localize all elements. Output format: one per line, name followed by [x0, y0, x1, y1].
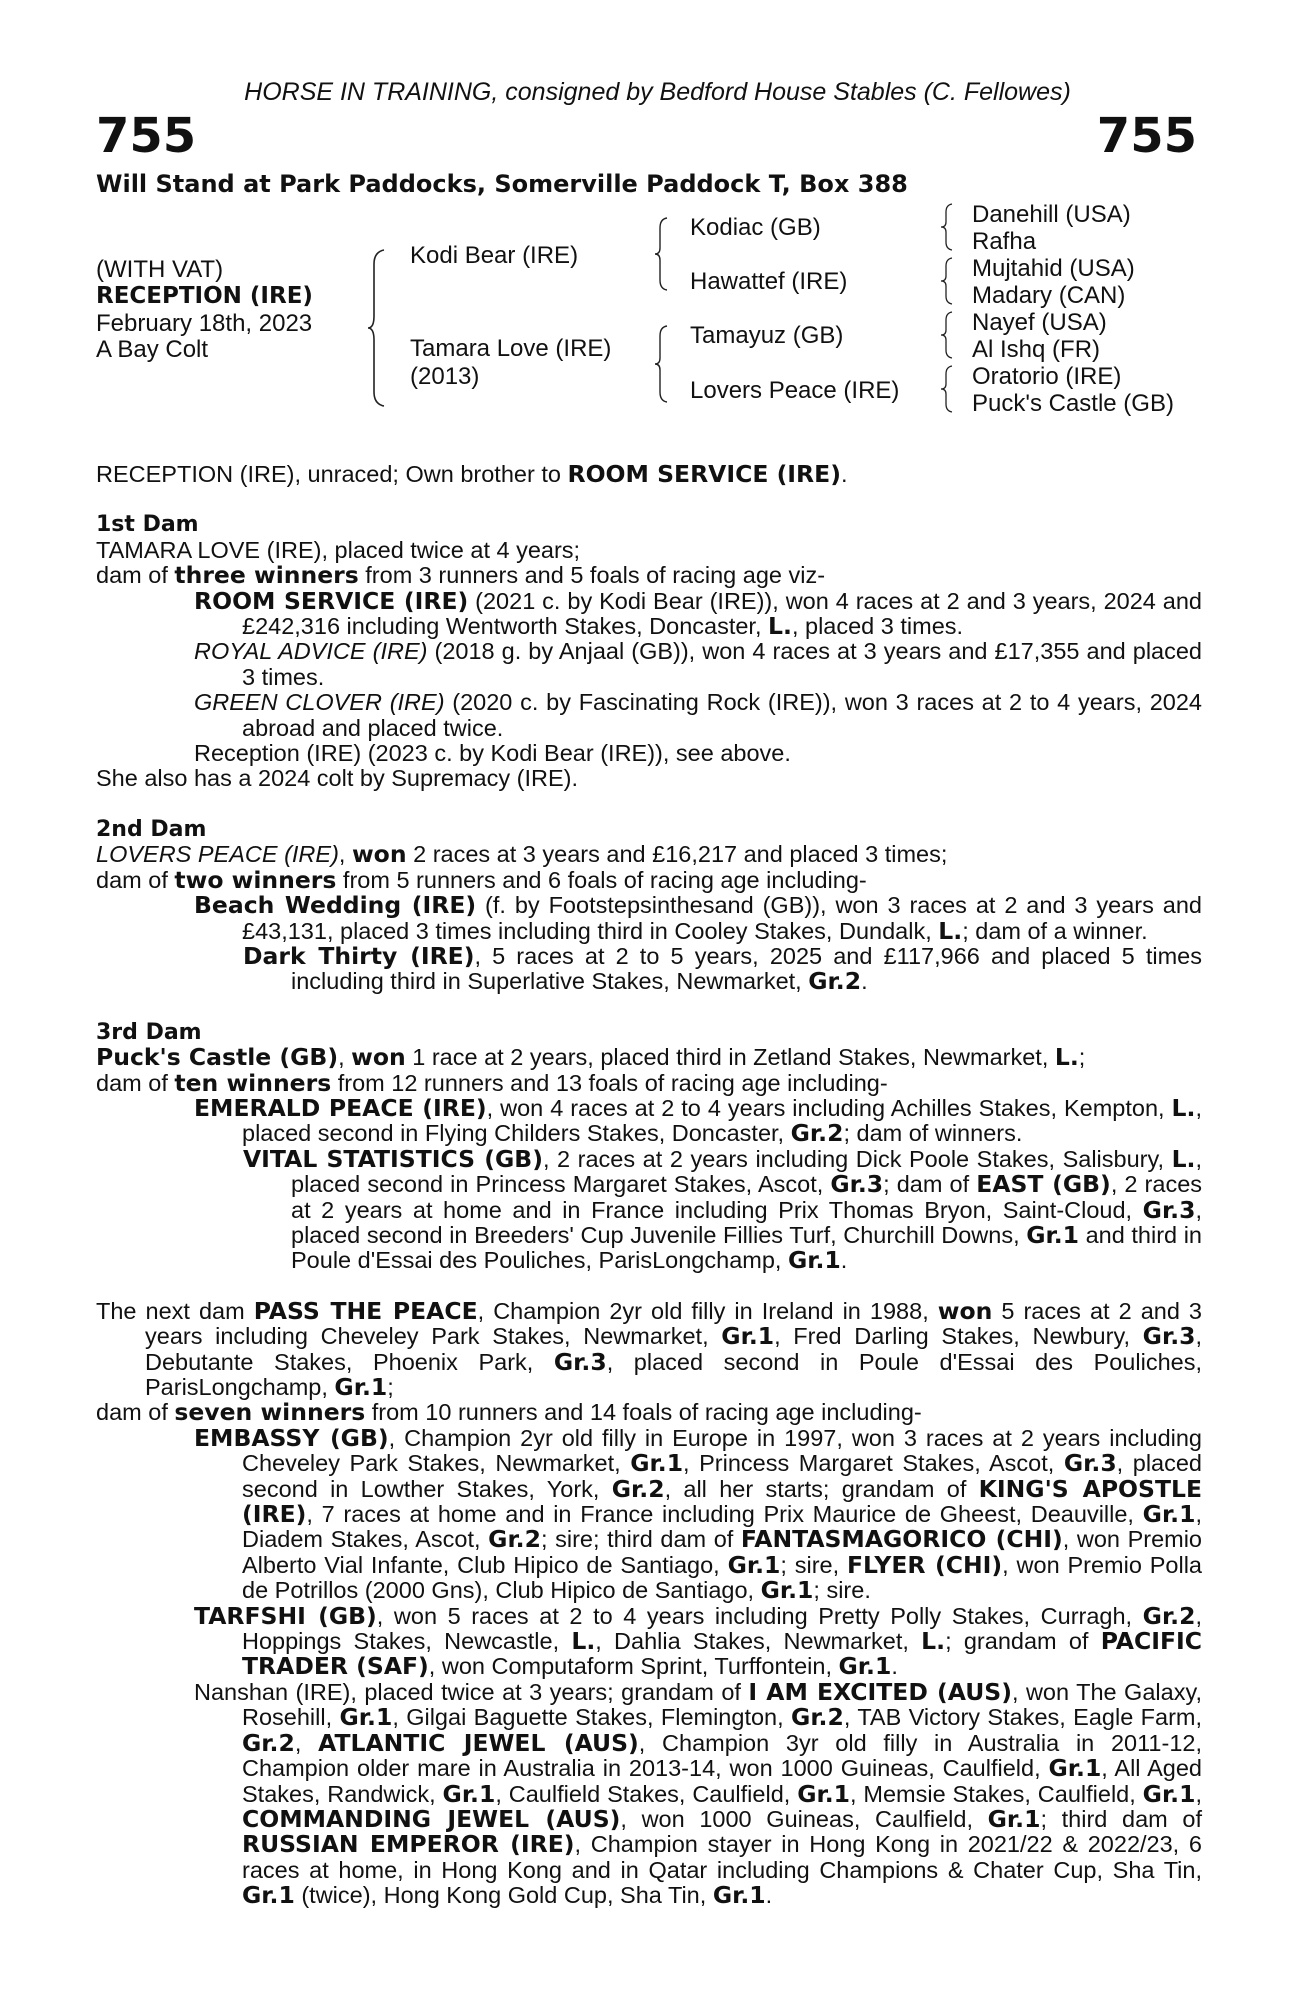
pedigree-sire-dam: Hawattef (IRE)	[690, 268, 848, 295]
pedigree-g4: Madary (CAN)	[972, 282, 1126, 309]
pedigree-g6: Al Ishq (FR)	[972, 336, 1101, 363]
pedigree-g2: Rafha	[972, 228, 1037, 255]
pedigree-g8: Puck's Castle (GB)	[972, 390, 1174, 417]
pedigree-brace-g78	[940, 364, 954, 414]
next-dam-offspring-embassy: EMBASSY (GB), Champion 2yr old filly in Europe in 1997, won 3 races at 2 years including Cheveley Park Stakes, Newmarket, Gr.1, Princess Margaret Stakes, Ascot, Gr.3, placed second in Lowther Stakes, York, Gr.2, all her starts; grandam of KING'S APOSTLE (IRE), 7 races at home and in France including Prix Maurice de Gheest, Deauville, Gr.1, Diadem Stakes, Ascot, Gr.2; sire; third dam of FANTASMAGORICO (CHI), won Premio Alberto Vial Infante, Club Hipico de Santiago, Gr.1; sire, FLYER (CHI), won Premio Polla de Potrillos (2000 Gns), Club Hipico de Santiago, Gr.1; sire.	[194, 1423, 1203, 1605]
second-dam-line: LOVERS PEACE (IRE), won 2 races at 3 years and £16,217 and placed 3 times;	[96, 840, 948, 869]
horse-foaled: February 18th, 2023	[96, 310, 313, 337]
third-dam-produce: dam of ten winners from 12 runners and 13 foals of racing age including-	[96, 1068, 888, 1097]
third-dam-line: Puck's Castle (GB), won 1 race at 2 years, placed third in Zetland Stakes, Newmarket, L.;	[96, 1043, 1086, 1072]
pedigree-g5: Nayef (USA)	[972, 309, 1107, 336]
pedigree-g3: Mujtahid (USA)	[972, 255, 1135, 282]
next-dam-line: The next dam PASS THE PEACE, Champion 2yr old filly in Ireland in 1988, won 5 races at 2 and 3 years including Cheveley Park Stakes, Newmarket, Gr.1, Fred Darling Stakes, Newbury, Gr.3, Debutante Stakes, Phoenix Park, Gr.3, placed second in Poule d'Essai des Pouliches, ParisLongchamp, Gr.1;	[96, 1296, 1203, 1401]
pedigree-brace-g34	[940, 256, 954, 306]
pedigree-sire-sire: Kodiac (GB)	[690, 214, 821, 241]
pedigree-brace-sire	[654, 216, 670, 292]
first-dam-also: She also has a 2024 colt by Supremacy (IRE).	[96, 765, 578, 792]
first-dam-offspring-3: GREEN CLOVER (IRE) (2020 c. by Fascinating Rock (IRE)), won 3 races at 2 to 4 years, 2024 abroad and placed twice.	[194, 689, 1203, 741]
first-dam-line: TAMARA LOVE (IRE), placed twice at 4 years;	[96, 536, 581, 563]
consignor-line: HORSE IN TRAINING, consigned by Bedford House Stables (C. Fellowes)	[244, 78, 1071, 106]
pedigree-g7: Oratorio (IRE)	[972, 363, 1122, 390]
pedigree-sire: Kodi Bear (IRE)	[410, 242, 579, 269]
lot-number-right: 755	[1096, 108, 1197, 164]
next-dam-offspring-nanshan: Nanshan (IRE), placed twice at 3 years; grandam of I AM EXCITED (AUS), won The Galaxy, Rosehill, Gr.1, Gilgai Baguette Stakes, Flemington, Gr.2, TAB Victory Stakes, Eagle Farm, Gr.2, ATLANTIC JEWEL (AUS), Champion 3yr old filly in Australia in 2011-12, Champion older mare in Australia in 2013-14, won 1000 Guineas, Caulfield, Gr.1, All Aged Stakes, Randwick, Gr.1, Caulfield Stakes, Caulfield, Gr.1, Memsie Stakes, Caulfield, Gr.1, COMMANDING JEWEL (AUS), won 1000 Guineas, Caulfield, Gr.1; third dam of RUSSIAN EMPEROR (IRE), Champion stayer in Hong Kong in 2021/22 & 2022/23, 6 races at home, in Hong Kong and in Qatar including Champions & Chater Cup, Sha Tin, Gr.1 (twice), Hong Kong Gold Cup, Sha Tin, Gr.1.	[194, 1677, 1202, 1910]
catalogue-body	[96, 462, 1202, 1909]
second-dam-heading: 2nd Dam	[96, 816, 207, 842]
pedigree-dam: Tamara Love (IRE)	[410, 335, 612, 362]
first-dam-heading: 1st Dam	[96, 512, 199, 538]
next-dam-produce: dam of seven winners from 10 runners and 14 foals of racing age including-	[96, 1398, 922, 1427]
first-dam-offspring-2: ROYAL ADVICE (IRE) (2018 g. by Anjaal (GB)), won 4 races at 3 years and £17,355 and placed 3 times.	[194, 638, 1203, 690]
third-dam-heading: 3rd Dam	[96, 1019, 202, 1045]
first-dam-produce: dam of three winners from 3 runners and 5 foals of racing age viz-	[96, 561, 826, 590]
horse-name: RECEPTION (IRE)	[96, 283, 313, 309]
second-dam-section	[96, 817, 1202, 995]
second-dam-grandoffspring-1: Dark Thirty (IRE), 5 races at 2 to 5 years, 2025 and £117,966 and placed 5 times including third in Superlative Stakes, Newmarket, Gr.2.	[243, 941, 1202, 996]
location-line: Will Stand at Park Paddocks, Somerville Paddock T, Box 388	[96, 170, 908, 198]
pedigree-brace-g12	[940, 202, 954, 252]
first-dam-offspring-4: Reception (IRE) (2023 c. by Kodi Bear (IRE)), see above.	[194, 740, 791, 767]
third-dam-section	[96, 1020, 1202, 1274]
pedigree-brace-dam	[654, 324, 670, 404]
pedigree-g1: Danehill (USA)	[972, 201, 1131, 228]
first-dam-offspring-1: ROOM SERVICE (IRE) (2021 c. by Kodi Bear (IRE)), won 4 races at 2 and 3 years, 2024 and £242,316 including Wentworth Stakes, Doncaster, L., placed 3 times.	[194, 586, 1202, 641]
pedigree-brace-main	[366, 248, 388, 408]
pedigree-dam-year: (2013)	[410, 363, 480, 390]
second-dam-offspring-1: Beach Wedding (IRE) (f. by Footstepsinthesand (GB)), won 3 races at 2 and 3 years and £43,131, placed 3 times including third in Cooley Stakes, Dundalk, L.; dam of a winner.	[194, 891, 1202, 945]
intro-line: RECEPTION (IRE), unraced; Own brother to ROOM SERVICE (IRE).	[96, 460, 848, 488]
pedigree-brace-g56	[940, 310, 954, 360]
second-dam-produce: dam of two winners from 5 runners and 6 foals of racing age including-	[96, 865, 867, 894]
next-dam-offspring-tarfshi: TARFSHI (GB), won 5 races at 2 to 4 years including Pretty Polly Stakes, Curragh, Gr.2, Hoppings Stakes, Newcastle, L., Dahlia Stakes, Newmarket, L.; grandam of PACIFIC TRADER (SAF), won Computaform Sprint, Turffontein, Gr.1.	[194, 1601, 1203, 1681]
pedigree-dam-sire: Tamayuz (GB)	[690, 322, 844, 349]
third-dam-grandoffspring-1: VITAL STATISTICS (GB), 2 races at 2 years including Dick Poole Stakes, Salisbury, L., placed second in Princess Margaret Stakes, Ascot, Gr.3; dam of EAST (GB), 2 races at 2 years at home and in France including Prix Thomas Bryon, Saint-Cloud, Gr.3, placed second in Breeders' Cup Juvenile Fillies Turf, Churchill Downs, Gr.1 and third in Poule d'Essai des Pouliches, ParisLongchamp, Gr.1.	[243, 1144, 1203, 1275]
third-dam-offspring-1: EMERALD PEACE (IRE), won 4 races at 2 to 4 years including Achilles Stakes, Kempton, L., placed second in Flying Childers Stakes, Doncaster, Gr.2; dam of winners.	[194, 1093, 1202, 1148]
horse-description: A Bay Colt	[96, 336, 209, 363]
first-dam-section	[96, 512, 1202, 791]
lot-number-left: 755	[96, 108, 197, 164]
next-dam-section	[96, 1296, 1203, 1910]
pedigree-dam-dam: Lovers Peace (IRE)	[690, 377, 900, 404]
horse-vat: (WITH VAT)	[96, 256, 224, 283]
